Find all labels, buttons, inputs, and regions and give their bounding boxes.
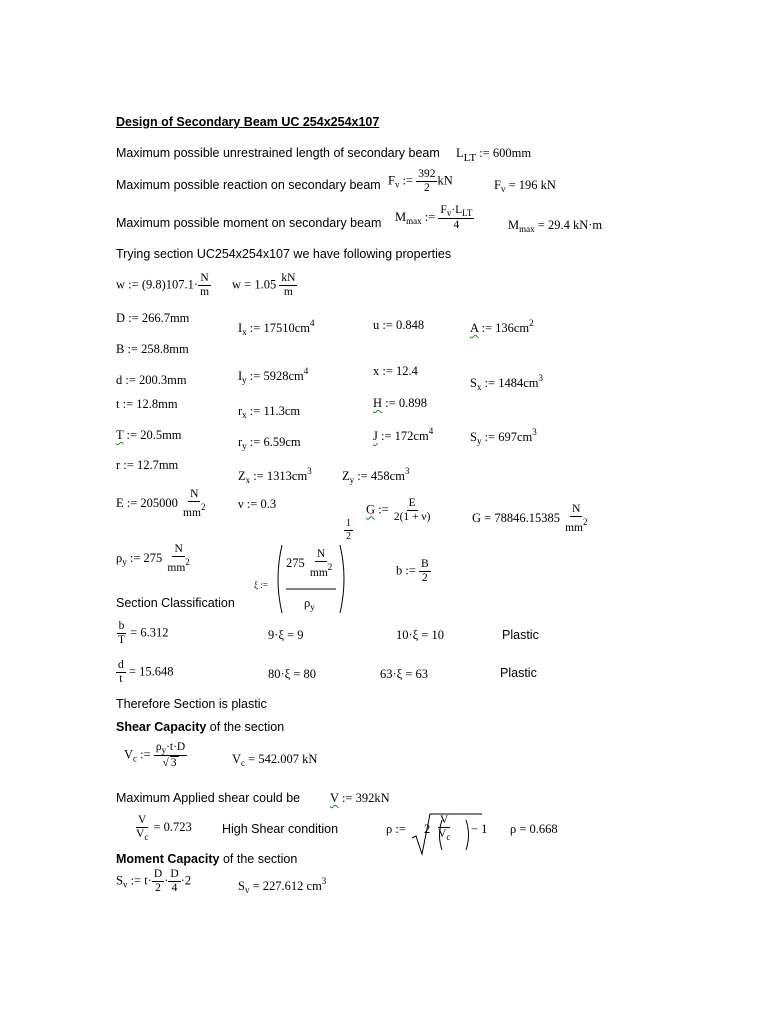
eq-80xi: 80·ξ = 80 (268, 667, 317, 681)
eq-Sy: $S_y$ := $697cm^3$ (470, 427, 537, 446)
eq-sv-def: $S_v$ := t· $\frac{D}{2}$ · $\frac{D}{4}$ ·2 (116, 868, 192, 895)
eq-A: A := $136cm^2$ (470, 318, 534, 335)
text-plastic-1: Plastic (502, 628, 539, 642)
text-high-shear: High Shear condition (222, 822, 339, 836)
text-max-reaction: Maximum possible reaction on secondary beam (116, 178, 381, 192)
eq-B: B := 258.8mm (116, 342, 189, 356)
text-trying-section: Trying section UC254x254x107 we have following properties (116, 247, 452, 261)
eq-bT: $\frac{b}{T}$ = 6.312 (118, 620, 169, 647)
eq-vc-def: $V_c$ := $\frac{\rho_y\cdot t\cdot D}{√ 3}$ (124, 741, 186, 770)
eq-sv-result: $S_v = 227.612$ $cm^3$ (238, 876, 327, 895)
page-title: Design of Secondary Beam UC 254x254x107 (116, 115, 380, 129)
eq-xi-symbol: ξ := (254, 580, 268, 590)
text-applied-shear: Maximum Applied shear could be (116, 791, 301, 805)
eq-Zy: $Z_y$ := $458cm^3$ (342, 466, 410, 485)
eq-rho-result: ρ = 0.668 (510, 822, 558, 836)
eq-w-result: w = 1.05 $\frac{kN}{m}$ (232, 272, 296, 299)
eq-T: T := 20.5mm (116, 428, 182, 442)
eq-dt: $\frac{d}{t}$ = 15.648 (118, 659, 174, 686)
eq-J: J := $172cm^4$ (373, 426, 434, 443)
eq-D: D := 266.7mm (116, 311, 190, 325)
eq-rho-inner: $\frac{V}{V_c}$ (438, 814, 451, 843)
eq-G-result: G = 78846.15385 $\frac{N}{mm^2}$ (472, 503, 588, 535)
eq-63xi: 63·ξ = 63 (380, 667, 429, 681)
eq-fv-def: $F_v$ := $\frac{392}{2}$ kN (388, 168, 453, 195)
text-unrestrained-length: Maximum possible unrestrained length of secondary beam (116, 146, 440, 160)
text-plastic-2: Plastic (500, 666, 537, 680)
eq-x: x := 12.4 (373, 364, 418, 378)
eq-v-vc: $\frac{V}{V_c}$ = 0.723 (136, 814, 192, 843)
text-section-classification: Section Classification (116, 596, 235, 610)
eq-w-def: w := (9.8)107.1· $\frac{N}{m}$ (116, 272, 210, 299)
eq-b: b := $\frac{B}{2}$ (396, 558, 429, 585)
eq-rx: $r_x$ := 11.3cm (238, 404, 301, 420)
text-section-plastic: Therefore Section is plastic (116, 697, 267, 711)
eq-rho-2: 2 (424, 822, 431, 836)
eq-E: E := 205000 $\frac{N}{mm^2}$ (116, 488, 206, 520)
eq-mmax-def: $M_{max}$ := $\frac{F_v\cdot L_{LT}}{4}$ (395, 204, 473, 232)
eq-d: d := 200.3mm (116, 373, 187, 387)
eq-ry: $r_y$ := 6.59cm (238, 435, 301, 451)
eq-Iy: $I_y$ := $5928cm^4$ (238, 366, 309, 385)
eq-t: t := 12.8mm (116, 397, 178, 411)
eq-llt: $L_{LT}$ := 600mm (456, 146, 532, 164)
eq-py: $\rho_y$ := 275 $\frac{N}{mm^2}$ (116, 543, 190, 575)
text-max-moment: Maximum possible moment on secondary beam (116, 216, 382, 230)
eq-Ix: $I_x$ := $17510cm^4$ (238, 318, 315, 337)
eq-rho-symbol: ρ := (386, 822, 406, 836)
eq-fv-result: $F_v = 196$ kN (494, 178, 556, 194)
eq-V: V := 392kN (330, 791, 390, 805)
eq-H: H := 0.898 (373, 396, 427, 410)
eq-vc-result: $V_c = 542.007$ kN (232, 752, 318, 768)
eq-mmax-result: $M_{max} = 29.4$ kN·m (508, 218, 603, 234)
eq-Sx: $S_x$ := $1484cm^3$ (470, 373, 544, 392)
heading-shear-capacity: Shear Capacity of the section (116, 720, 285, 734)
eq-nu: ν := 0.3 (238, 497, 277, 511)
eq-xi-exponent: $\frac{1}{2}$ (346, 518, 351, 542)
eq-Zx: $Z_x$ := $1313cm^3$ (238, 466, 312, 485)
eq-10xi: 10·ξ = 10 (396, 628, 445, 642)
eq-9xi: 9·ξ = 9 (268, 628, 304, 642)
heading-moment-capacity: Moment Capacity of the section (116, 852, 298, 866)
eq-u: u := 0.848 (373, 318, 425, 332)
eq-xi-denominator: $\rho_y$ (304, 596, 315, 612)
eq-rho-minus: − 1 (471, 822, 488, 836)
eq-G-def: G := $\frac{E}{2(1 + \nu)}$ (366, 497, 431, 524)
eq-r: r := 12.7mm (116, 458, 179, 472)
eq-xi-numerator: 275 $\frac{N}{mm^2}$ (286, 548, 333, 580)
